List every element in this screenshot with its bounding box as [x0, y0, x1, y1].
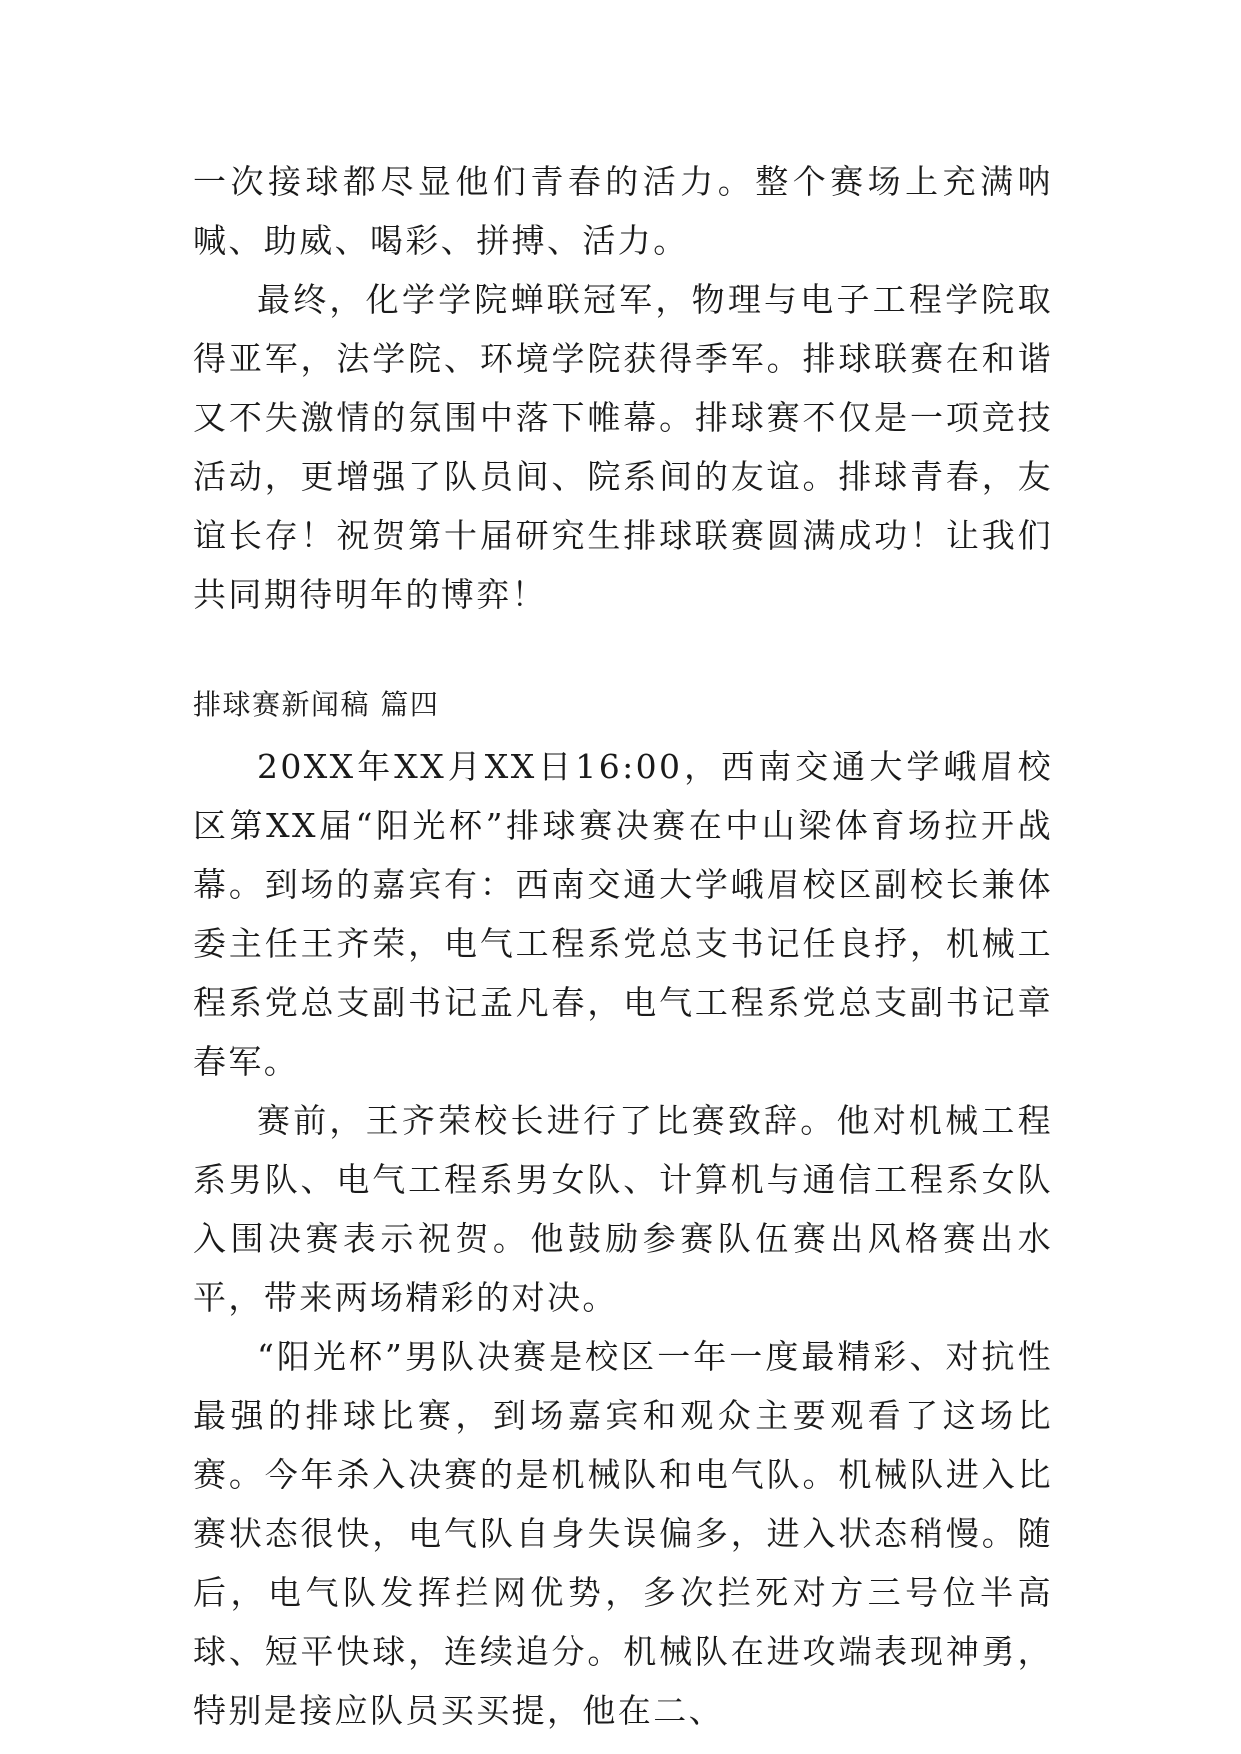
paragraph-mens-final: “阳光杯”男队决赛是校区一年一度最精彩、对抗性最强的排球比赛，到场嘉宾和观众主要观看了这场比赛。今年杀入决赛的是机械队和电气队。机械队进入比赛状态很快，电气队自身失误偏多，进入状态稍慢。随后，电气队发挥拦网优势，多次拦死对方三号位半高球、短平快球，连续追分。机械队在进攻端表现神勇，特别是接应队员买买提，他在二、 — [193, 1337, 1053, 1730]
section-heading-block — [193, 685, 1053, 725]
section-heading: 排球赛新闻稿 篇四 — [193, 688, 440, 721]
paragraph-results: 最终，化学学院蝉联冠军，物理与电子工程学院取得亚军，法学院、环境学院获得季军。排球联赛在和谐又不失激情的氛围中落下帷幕。排球赛不仅是一项竞技活动，更增强了队员间、院系间的友谊。排球青春，友谊长存！祝贺第十届研究生排球联赛圆满成功！让我们共同期待明年的博弈！ — [193, 280, 1053, 614]
document-body — [193, 152, 1053, 1740]
paragraph-continuation: 一次接球都尽显他们青春的活力。整个赛场上充满呐喊、助威、喝彩、拼搏、活力。 — [193, 162, 1053, 260]
paragraph-speech: 赛前，王齐荣校长进行了比赛致辞。他对机械工程系男队、电气工程系男女队、计算机与通信工程系女队入围决赛表示祝贺。他鼓励参赛队伍赛出风格赛出水平，带来两场精彩的对决。 — [193, 1101, 1053, 1317]
paragraph-opening: 20XX年XX月XX日16:00，西南交通大学峨眉校区第XX届“阳光杯”排球赛决赛在中山梁体育场拉开战幕。到场的嘉宾有：西南交通大学峨眉校区副校长兼体委主任王齐荣，电气工程系党总支书记任良抒，机械工程系党总支副书记孟凡春，电气工程系党总支副书记章春军。 — [193, 747, 1053, 1081]
